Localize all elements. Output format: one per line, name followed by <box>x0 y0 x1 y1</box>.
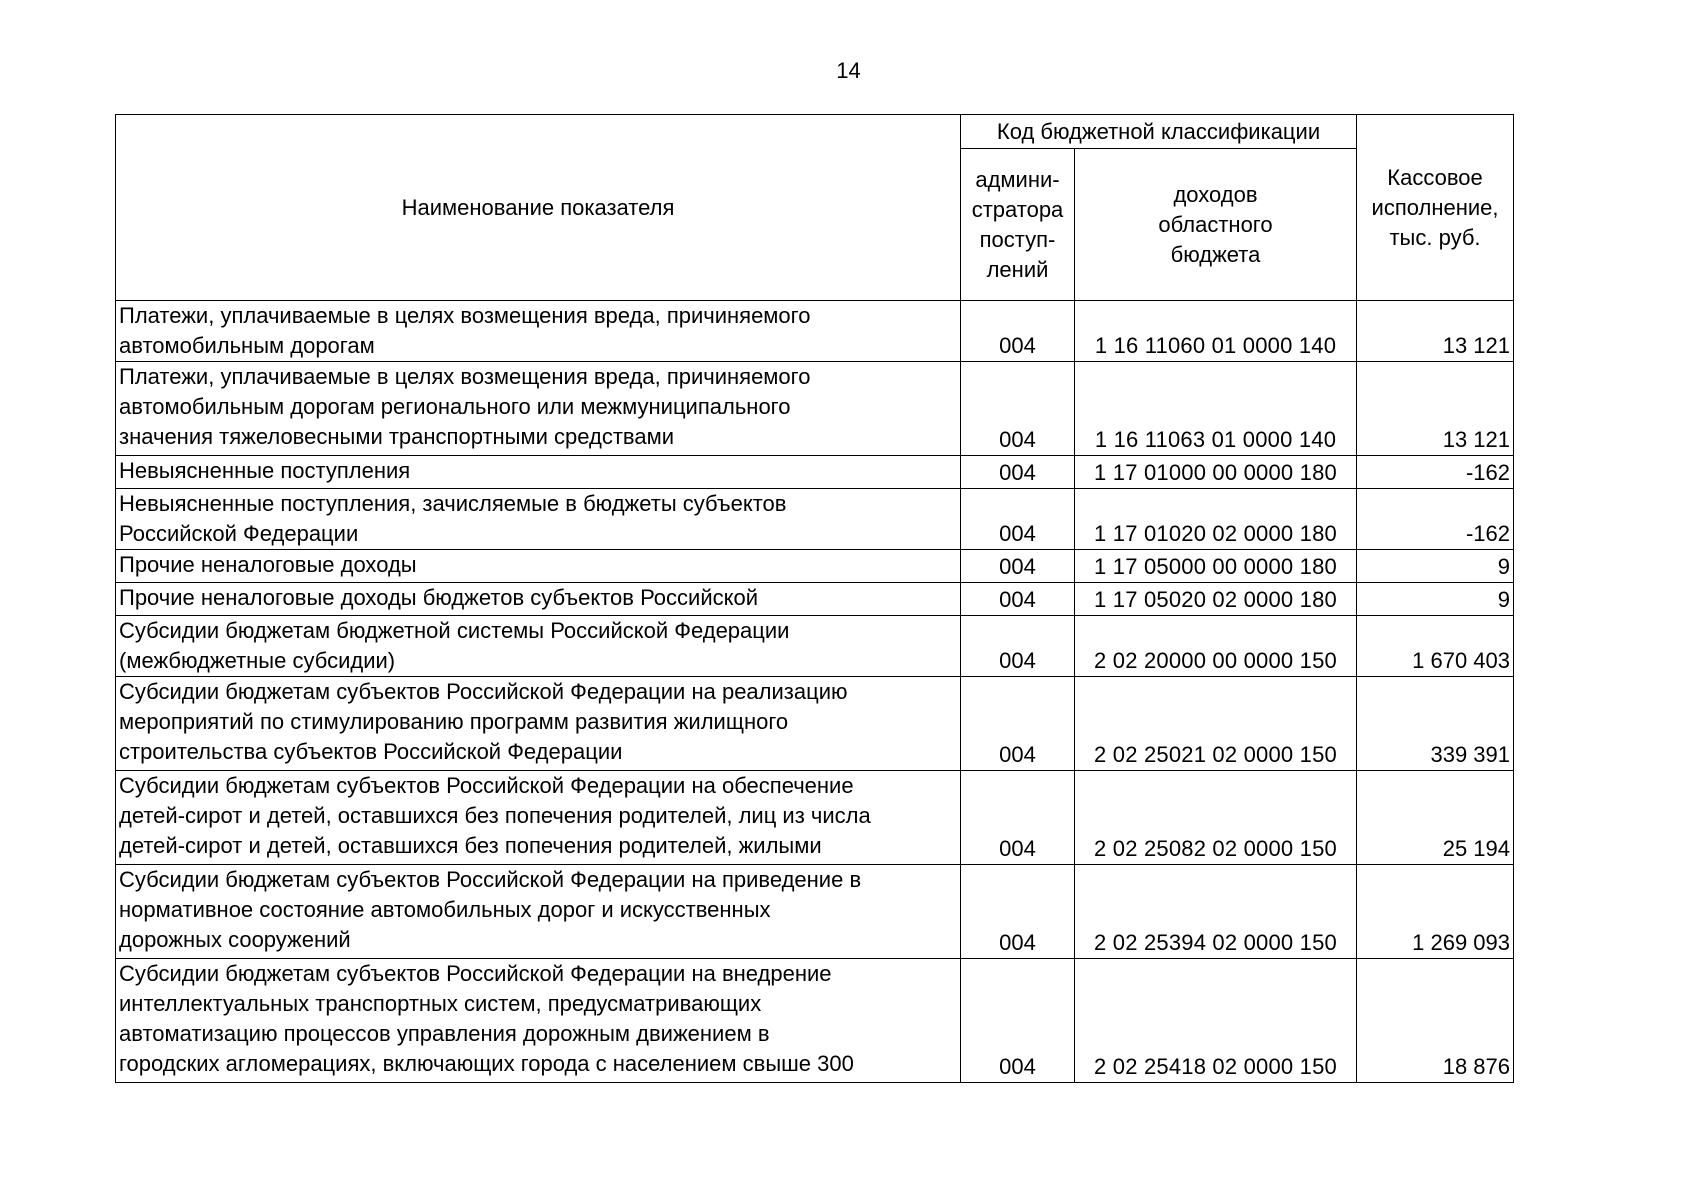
row-name-line: автомобильным дорогам регионального или межмуниципального <box>119 394 791 419</box>
row-name-line: интеллектуальных транспортных систем, предусматривающих <box>119 991 762 1016</box>
table-row <box>116 362 1514 456</box>
header-admin-line: стратора <box>971 196 1064 222</box>
row-amount: 9 <box>1357 583 1514 616</box>
row-name-line: Российской Федерации <box>119 521 359 546</box>
header-income-line: бюджета <box>1170 241 1261 267</box>
table-row <box>116 301 1514 362</box>
header-income-line: доходов <box>1173 181 1258 207</box>
row-name <box>116 959 961 1083</box>
row-name-line: значения тяжеловесными транспортными средствами <box>119 424 674 449</box>
row-kbk: 1 17 05020 02 0000 180 <box>1075 583 1357 616</box>
row-amount: 13 121 <box>1357 362 1514 456</box>
row-name-line: Платежи, уплачиваемые в целях возмещения вреда, причиняемого <box>119 303 811 328</box>
header-amount <box>1357 115 1514 301</box>
row-name-line: Прочие неналоговые доходы бюджетов субъектов Российской <box>119 585 758 610</box>
row-name-line: Невыясненные поступления, зачисляемые в бюджеты субъектов <box>119 491 787 516</box>
row-amount: 339 391 <box>1357 677 1514 771</box>
header-kbk-label: Код бюджетной классификации <box>996 118 1321 144</box>
row-amount: 1 670 403 <box>1357 616 1514 677</box>
row-name <box>116 489 961 550</box>
row-name <box>116 550 961 583</box>
row-name-line: городских агломерациях, включающих города с населением свыше 300 <box>119 1051 854 1076</box>
row-admin: 004 <box>961 583 1075 616</box>
row-name-line: (межбюджетные субсидии) <box>119 648 396 673</box>
header-amount-line: тыс. руб. <box>1389 224 1481 250</box>
row-kbk: 1 16 11063 01 0000 140 <box>1075 362 1357 456</box>
row-name <box>116 865 961 959</box>
row-kbk: 1 16 11060 01 0000 140 <box>1075 301 1357 362</box>
header-amount-line: исполнение, <box>1371 194 1499 220</box>
row-name-line: Невыясненные поступления <box>119 458 411 483</box>
header-admin <box>961 149 1075 301</box>
row-amount: 25 194 <box>1357 771 1514 865</box>
row-kbk: 2 02 20000 00 0000 150 <box>1075 616 1357 677</box>
row-kbk: 2 02 25021 02 0000 150 <box>1075 677 1357 771</box>
row-name-line: Субсидии бюджетам субъектов Российской Федерации на обеспечение <box>119 773 854 798</box>
row-amount: 13 121 <box>1357 301 1514 362</box>
row-name <box>116 583 961 616</box>
table-row <box>116 616 1514 677</box>
header-income <box>1075 149 1357 301</box>
row-kbk: 1 17 01020 02 0000 180 <box>1075 489 1357 550</box>
row-name-line: мероприятий по стимулированию программ развития жилищного <box>119 709 789 734</box>
row-name-line: детей-сирот и детей, оставшихся без попечения родителей, жилыми <box>119 833 822 858</box>
row-name-line: детей-сирот и детей, оставшихся без попечения родителей, лиц из числа <box>119 803 871 828</box>
row-admin: 004 <box>961 301 1075 362</box>
row-kbk: 1 17 01000 00 0000 180 <box>1075 456 1357 489</box>
row-name-line: строительства субъектов Российской Федерации <box>119 739 623 764</box>
row-name <box>116 616 961 677</box>
row-name-line: нормативное состояние автомобильных дорог и искусственных <box>119 897 771 922</box>
row-name <box>116 301 961 362</box>
row-name-line: Субсидии бюджетам субъектов Российской Федерации на приведение в <box>119 867 862 892</box>
row-kbk: 2 02 25418 02 0000 150 <box>1075 959 1357 1083</box>
row-admin: 004 <box>961 489 1075 550</box>
header-kbk-group <box>961 115 1357 149</box>
row-name <box>116 677 961 771</box>
row-admin: 004 <box>961 771 1075 865</box>
row-name <box>116 362 961 456</box>
table-row <box>116 489 1514 550</box>
table-row <box>116 771 1514 865</box>
header-admin-line: админи- <box>975 166 1060 192</box>
row-admin: 004 <box>961 959 1075 1083</box>
row-amount: 1 269 093 <box>1357 865 1514 959</box>
row-admin: 004 <box>961 362 1075 456</box>
row-amount: 18 876 <box>1357 959 1514 1083</box>
row-kbk: 1 17 05000 00 0000 180 <box>1075 550 1357 583</box>
header-income-line: областного <box>1158 211 1273 237</box>
table-row <box>116 550 1514 583</box>
header-admin-line: лений <box>986 256 1049 282</box>
row-name <box>116 771 961 865</box>
row-kbk: 2 02 25394 02 0000 150 <box>1075 865 1357 959</box>
header-name <box>116 115 961 301</box>
row-name-line: автомобильным дорогам <box>119 333 375 358</box>
row-kbk: 2 02 25082 02 0000 150 <box>1075 771 1357 865</box>
row-name-line: дорожных сооружений <box>119 927 351 952</box>
row-name-line: Прочие неналоговые доходы <box>119 552 417 577</box>
table-row <box>116 677 1514 771</box>
row-amount: -162 <box>1357 456 1514 489</box>
row-admin: 004 <box>961 616 1075 677</box>
row-name-line: Субсидии бюджетам субъектов Российской Федерации на реализацию <box>119 679 848 704</box>
table-row <box>116 865 1514 959</box>
row-name-line: Платежи, уплачиваемые в целях возмещения вреда, причиняемого <box>119 364 811 389</box>
row-name-line: Субсидии бюджетам бюджетной системы Российской Федерации <box>119 618 790 643</box>
row-admin: 004 <box>961 550 1075 583</box>
row-admin: 004 <box>961 456 1075 489</box>
row-name-line: Субсидии бюджетам субъектов Российской Федерации на внедрение <box>119 961 832 986</box>
row-name-line: автоматизацию процессов управления дорожным движением в <box>119 1021 770 1046</box>
row-admin: 004 <box>961 677 1075 771</box>
table-row <box>116 583 1514 616</box>
page-number: 14 <box>836 58 861 83</box>
header-name-label: Наименование показателя <box>401 194 675 220</box>
header-amount-line: Кассовое <box>1387 164 1483 190</box>
budget-table <box>115 114 1514 1083</box>
header-admin-line: поступ- <box>979 226 1056 252</box>
table-row <box>116 456 1514 489</box>
row-amount: 9 <box>1357 550 1514 583</box>
table-row <box>116 959 1514 1083</box>
row-name <box>116 456 961 489</box>
row-admin: 004 <box>961 865 1075 959</box>
row-amount: -162 <box>1357 489 1514 550</box>
